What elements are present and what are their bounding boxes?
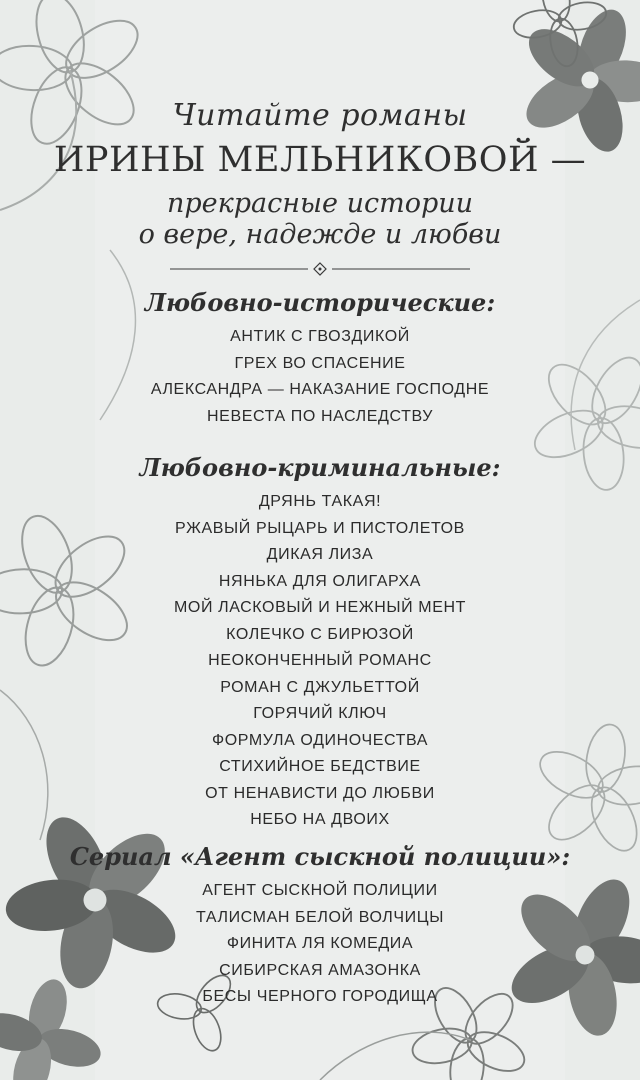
- tagline-line-1: прекрасные истории: [166, 188, 474, 219]
- section-criminal: [0, 451, 640, 834]
- book-title: НЕВЕСТА ПО НАСЛЕДСТВУ: [207, 407, 433, 425]
- book-title: НЕБО НА ДВОИХ: [250, 811, 390, 828]
- ornament-divider: [170, 262, 470, 276]
- book-title: ОТ НЕНАВИСТИ ДО ЛЮБВИ: [205, 784, 435, 802]
- book-title: РЖАВЫЙ РЫЦАРЬ И ПИСТОЛЕТОВ: [175, 519, 465, 537]
- tagline-line-2: о вере, надежде и любви: [138, 219, 502, 250]
- book-title: ФОРМУЛА ОДИНОЧЕСТВА: [211, 731, 429, 749]
- book-title: СТИХИЙНОЕ БЕДСТВИЕ: [219, 758, 421, 775]
- book-title: БЕСЫ ЧЕРНОГО ГОРОДИЩА: [202, 988, 438, 1005]
- book-title: ДРЯНЬ ТАКАЯ!: [258, 493, 382, 510]
- book-list: [0, 878, 640, 1011]
- section-heading: Сериал «Агент сыскной полиции»:: [69, 842, 571, 871]
- tagline: [0, 188, 640, 250]
- book-title: ТАЛИСМАН БЕЛОЙ ВОЛЧИЦЫ: [196, 908, 444, 926]
- book-title: СИБИРСКАЯ АМАЗОНКА: [219, 961, 421, 979]
- book-list: [0, 489, 640, 834]
- book-title: АНТИК С ГВОЗДИКОЙ: [230, 328, 410, 345]
- section-heading: Любовно-криминальные:: [139, 453, 501, 482]
- book-title: НЕОКОНЧЕННЫЙ РОМАНС: [208, 652, 432, 669]
- book-title: АГЕНТ СЫСКНОЙ ПОЛИЦИИ: [202, 882, 438, 899]
- author-name: ИРИНЫ МЕЛЬНИКОВОЙ —: [53, 140, 587, 180]
- book-title: АЛЕКСАНДРА — НАКАЗАНИЕ ГОСПОДНЕ: [150, 381, 490, 398]
- book-title: ФИНИТА ЛЯ КОМЕДИА: [226, 935, 414, 952]
- book-title: КОЛЕЧКО С БИРЮЗОЙ: [226, 625, 414, 643]
- book-title: ДИКАЯ ЛИЗА: [266, 546, 374, 563]
- book-title: МОЙ ЛАСКОВЫЙ И НЕЖНЫЙ МЕНТ: [174, 599, 466, 616]
- book-title: ГОРЯЧИЙ КЛЮЧ: [253, 705, 387, 722]
- section-historical: [0, 286, 640, 430]
- section-series: [0, 840, 640, 1011]
- section-heading: Любовно-исторические:: [144, 288, 496, 317]
- book-title: РОМАН С ДЖУЛЬЕТТОЙ: [220, 678, 420, 696]
- intro-line: Читайте романы: [172, 98, 468, 133]
- book-title: ГРЕХ ВО СПАСЕНИЕ: [234, 354, 406, 372]
- book-list: [0, 324, 640, 430]
- book-title: НЯНЬКА ДЛЯ ОЛИГАРХА: [218, 572, 422, 590]
